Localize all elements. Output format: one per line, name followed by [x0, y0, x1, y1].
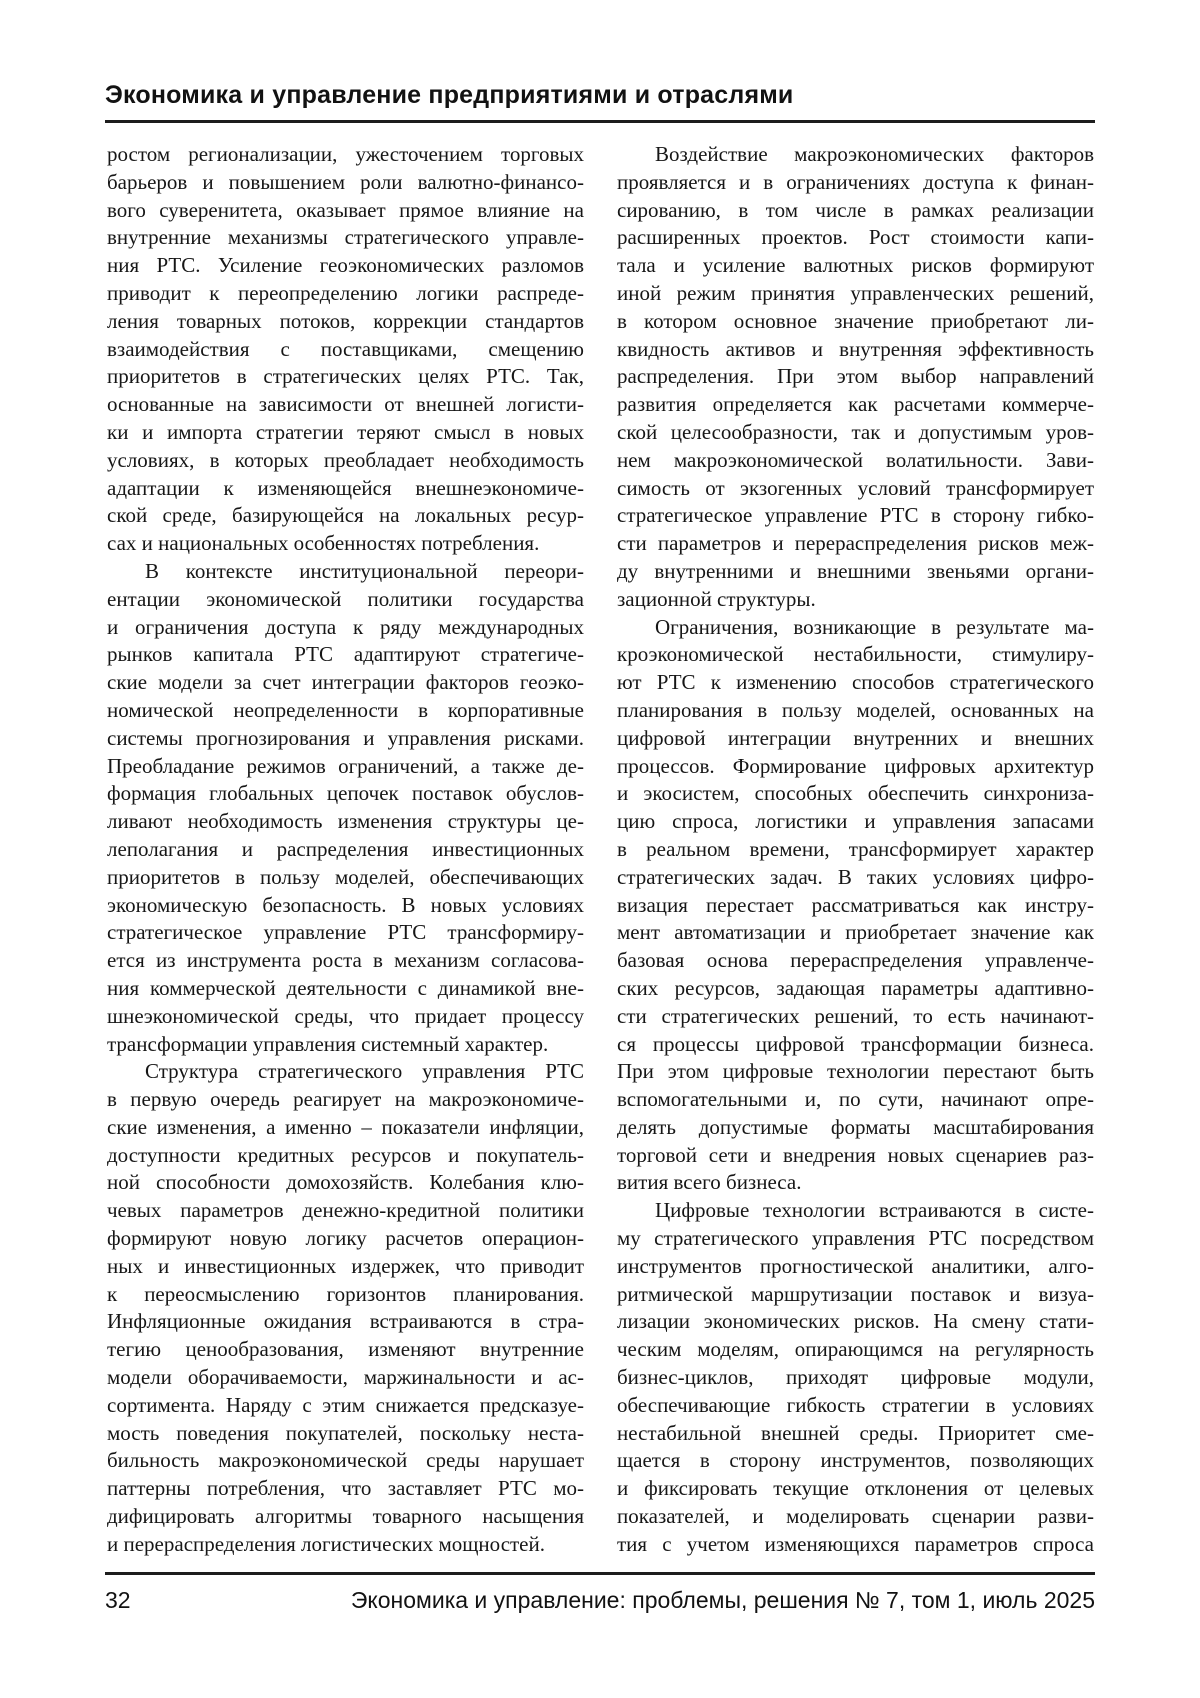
text-line: ной способности домохозяйств. Колебания клю- — [107, 1170, 584, 1195]
text-line: цифровой интеграции внутренних и внешних — [617, 725, 1094, 750]
text-line: формация глобальных цепочек поставок обуслов- — [107, 781, 584, 806]
text-line: расширенных проектов. Рост стоимости капи- — [617, 225, 1094, 250]
text-line: ской среде, базирующейся на локальных ресур- — [107, 503, 584, 528]
text-line: взаимодействия с поставщиками, смещению — [107, 336, 584, 361]
paragraph — [107, 558, 584, 1058]
text-line: ентации экономической политики государства — [107, 586, 584, 611]
section-heading: Экономика и управление предприятиями и отраслями — [105, 81, 794, 109]
text-line: Воздействие макроэкономических факторов — [655, 142, 1094, 166]
text-line: нестабильной внешней среды. Приоритет сме- — [617, 1420, 1094, 1445]
text-line: трансформации управления системный характер. — [107, 1031, 549, 1056]
text-line: иной режим принятия управленческих решений, — [617, 280, 1094, 305]
text-line: сах и национальных особенностях потребления. — [107, 531, 540, 556]
text-line: основанные на зависимости от внешней логисти- — [107, 392, 584, 417]
page-footer — [105, 1587, 1095, 1614]
text-line: леполагания и распределения инвестиционных — [107, 836, 584, 861]
text-line: сти параметров и перераспределения рисков меж- — [617, 531, 1094, 556]
text-line: базовая основа перераспределения управленче- — [617, 948, 1094, 973]
text-line: сти стратегических решений, то есть начинают- — [617, 1003, 1094, 1028]
text-line: и перераспределения логистических мощностей. — [107, 1531, 545, 1556]
text-line: цию спроса, логистики и управления запасами — [617, 809, 1094, 834]
text-line: дифицировать алгоритмы товарного насыщения — [107, 1504, 584, 1529]
text-line: квидность активов и внутренняя эффективность — [617, 336, 1094, 361]
text-line: делять допустимые форматы масштабирования — [617, 1114, 1094, 1139]
text-line: проявляется и в ограничениях доступа к финан- — [617, 169, 1094, 194]
right-column — [617, 141, 1094, 1559]
text-line: и ограничения доступа к ряду международных — [107, 614, 584, 639]
text-line: тегию ценообразования, изменяют внутренние — [107, 1337, 584, 1362]
footer-rule — [105, 1572, 1095, 1575]
text-line: в реальном времени, трансформирует характер — [617, 836, 1094, 861]
text-line: ские модели за счет интеграции факторов геоэко- — [107, 670, 584, 695]
text-line: торговой сети и внедрения новых сценариев раз- — [617, 1142, 1094, 1167]
text-line: к переосмыслению горизонтов планирования. — [107, 1281, 584, 1306]
journal-citation: Экономика и управление: проблемы, решения № 7, том 1, июль 2025 — [350, 1587, 1095, 1613]
text-line: Цифровые технологии встраиваются в систе- — [655, 1198, 1094, 1223]
text-line: ют РТС к изменению способов стратегического — [617, 670, 1094, 695]
text-line: зационной структуры. — [617, 586, 816, 611]
text-line: ской целесообразности, так и допустимым уров- — [617, 419, 1094, 444]
text-line: ния коммерческой деятельности с динамикой вне- — [107, 975, 584, 1000]
text-line: приводит к переопределению логики распреде- — [107, 280, 584, 305]
text-line: экономическую безопасность. В новых условиях — [107, 892, 584, 917]
text-line: лизации экономических рисков. На смену стати- — [617, 1309, 1094, 1334]
text-line: системы прогнозирования и управления рисками. — [107, 725, 584, 750]
text-line: мент автоматизации и приобретает значение как — [617, 920, 1094, 945]
text-line: приоритетов в пользу моделей, обеспечивающих — [107, 864, 584, 889]
text-line: ские изменения, а именно – показатели инфляции, — [107, 1114, 584, 1139]
text-line: номической неопределенности в корпоративные — [107, 697, 584, 722]
text-line: в первую очередь реагирует на макроэкономиче- — [107, 1087, 584, 1112]
text-line: Преобладание режимов ограничений, а также де- — [107, 753, 584, 778]
text-line: ских ресурсов, задающая параметры адаптивно- — [617, 975, 1094, 1000]
text-line: ростом регионализации, ужесточением торговых — [107, 142, 584, 166]
text-line: ческим моделям, опирающимся на регулярность — [617, 1337, 1094, 1362]
text-line: обеспечивающие гибкость стратегии в условиях — [617, 1392, 1094, 1417]
text-line: чевых параметров денежно-кредитной политики — [107, 1198, 584, 1223]
text-line: ся процессы цифровой трансформации бизнеса. — [617, 1031, 1094, 1056]
text-line: В контексте институциональной переори- — [145, 558, 584, 583]
text-line: условиях, в которых преобладает необходимость — [107, 447, 584, 472]
text-line: Структура стратегического управления РТС — [145, 1059, 584, 1084]
text-line: рынков капитала РТС адаптируют стратегиче- — [107, 642, 584, 667]
text-line: кроэкономической нестабильности, стимулиру- — [617, 642, 1094, 667]
text-line: ливают необходимость изменения структуры це- — [107, 809, 584, 834]
text-line: вспомогательными и, по сути, начинают опре- — [617, 1087, 1094, 1112]
paragraph — [617, 141, 1094, 614]
text-line: приоритетов в стратегических целях РТС. Так, — [107, 364, 584, 389]
page-number: 32 — [105, 1587, 131, 1613]
text-line: модели оборачиваемости, маржинальности и ас- — [107, 1365, 584, 1390]
text-line: ния РТС. Усиление геоэкономических разломов — [107, 253, 584, 278]
text-line: паттерны потребления, что заставляет РТС мо- — [107, 1476, 584, 1501]
text-line: ду внутренними и внешними звеньями органи- — [617, 558, 1094, 583]
text-line: Инфляционные ожидания встраиваются в стра- — [107, 1309, 584, 1334]
header-rule — [105, 120, 1095, 123]
text-line: тия с учетом изменяющихся параметров спроса — [617, 1531, 1094, 1556]
text-line: ки и импорта стратегии теряют смысл в новых — [107, 419, 584, 444]
paragraph — [617, 614, 1094, 1198]
text-line: Ограничения, возникающие в результате ма- — [655, 614, 1094, 639]
text-line: ритмической маршрутизации поставок и визуа- — [617, 1281, 1094, 1306]
text-line: стратегическое управление РТС в сторону гибко- — [617, 503, 1094, 528]
text-line: ется из инструмента роста в механизм согласова- — [107, 948, 584, 973]
text-line: барьеров и повышением роли валютно-финансо- — [107, 169, 584, 194]
text-line: шнеэкономической среды, что придает процессу — [107, 1003, 584, 1028]
text-line: тала и усиление валютных рисков формируют — [617, 253, 1094, 278]
text-line: адаптации к изменяющейся внешнеэкономиче- — [107, 475, 584, 500]
text-line: процессов. Формирование цифровых архитектур — [617, 753, 1094, 778]
paragraph — [107, 1058, 584, 1558]
text-line: стратегических задач. В таких условиях цифро- — [617, 864, 1094, 889]
left-column — [107, 141, 584, 1559]
text-line: нем макроэкономической волатильности. Зави- — [617, 447, 1094, 472]
text-line: планирования в пользу моделей, основанных на — [617, 697, 1094, 722]
text-line: вого суверенитета, оказывает прямое влияние на — [107, 197, 584, 222]
text-line: стратегическое управление РТС трансформиру- — [107, 920, 584, 945]
text-line: и фиксировать текущие отклонения от целевых — [617, 1476, 1094, 1501]
text-line: му стратегического управления РТС посредством — [617, 1226, 1094, 1251]
text-line: инструментов прогностической аналитики, алго- — [617, 1253, 1094, 1278]
text-line: симость от экзогенных условий трансформирует — [617, 475, 1094, 500]
text-line: ных и инвестиционных издержек, что приводит — [107, 1253, 584, 1278]
text-line: бизнес-циклов, приходят цифровые модули, — [617, 1365, 1094, 1390]
text-line: бильность макроэкономической среды нарушает — [107, 1448, 584, 1473]
text-line: визация перестает рассматриваться как инстру- — [617, 892, 1094, 917]
text-line: вития всего бизнеса. — [617, 1170, 802, 1195]
text-line: доступности кредитных ресурсов и покупатель- — [107, 1142, 584, 1167]
paragraph — [617, 1197, 1094, 1558]
text-line: мость поведения покупателей, поскольку неста- — [107, 1420, 584, 1445]
text-line: внутренние механизмы стратегического управле- — [107, 225, 584, 250]
text-line: При этом цифровые технологии перестают быть — [617, 1059, 1094, 1084]
text-line: формируют новую логику расчетов операцион- — [107, 1226, 584, 1251]
text-line: сортимента. Наряду с этим снижается предсказуе- — [107, 1392, 584, 1417]
text-line: и экосистем, способных обеспечить синхрониза- — [617, 781, 1094, 806]
text-line: распределения. При этом выбор направлений — [617, 364, 1094, 389]
paragraph — [107, 141, 584, 558]
text-line: показателей, и моделировать сценарии разви- — [617, 1504, 1094, 1529]
text-line: щается в сторону инструментов, позволяющих — [617, 1448, 1094, 1473]
text-line: ления товарных потоков, коррекции стандартов — [107, 308, 584, 333]
text-line: сированию, в том числе в рамках реализации — [617, 197, 1094, 222]
text-line: развития определяется как расчетами коммерче- — [617, 392, 1094, 417]
text-line: в котором основное значение приобретают ли- — [617, 308, 1094, 333]
